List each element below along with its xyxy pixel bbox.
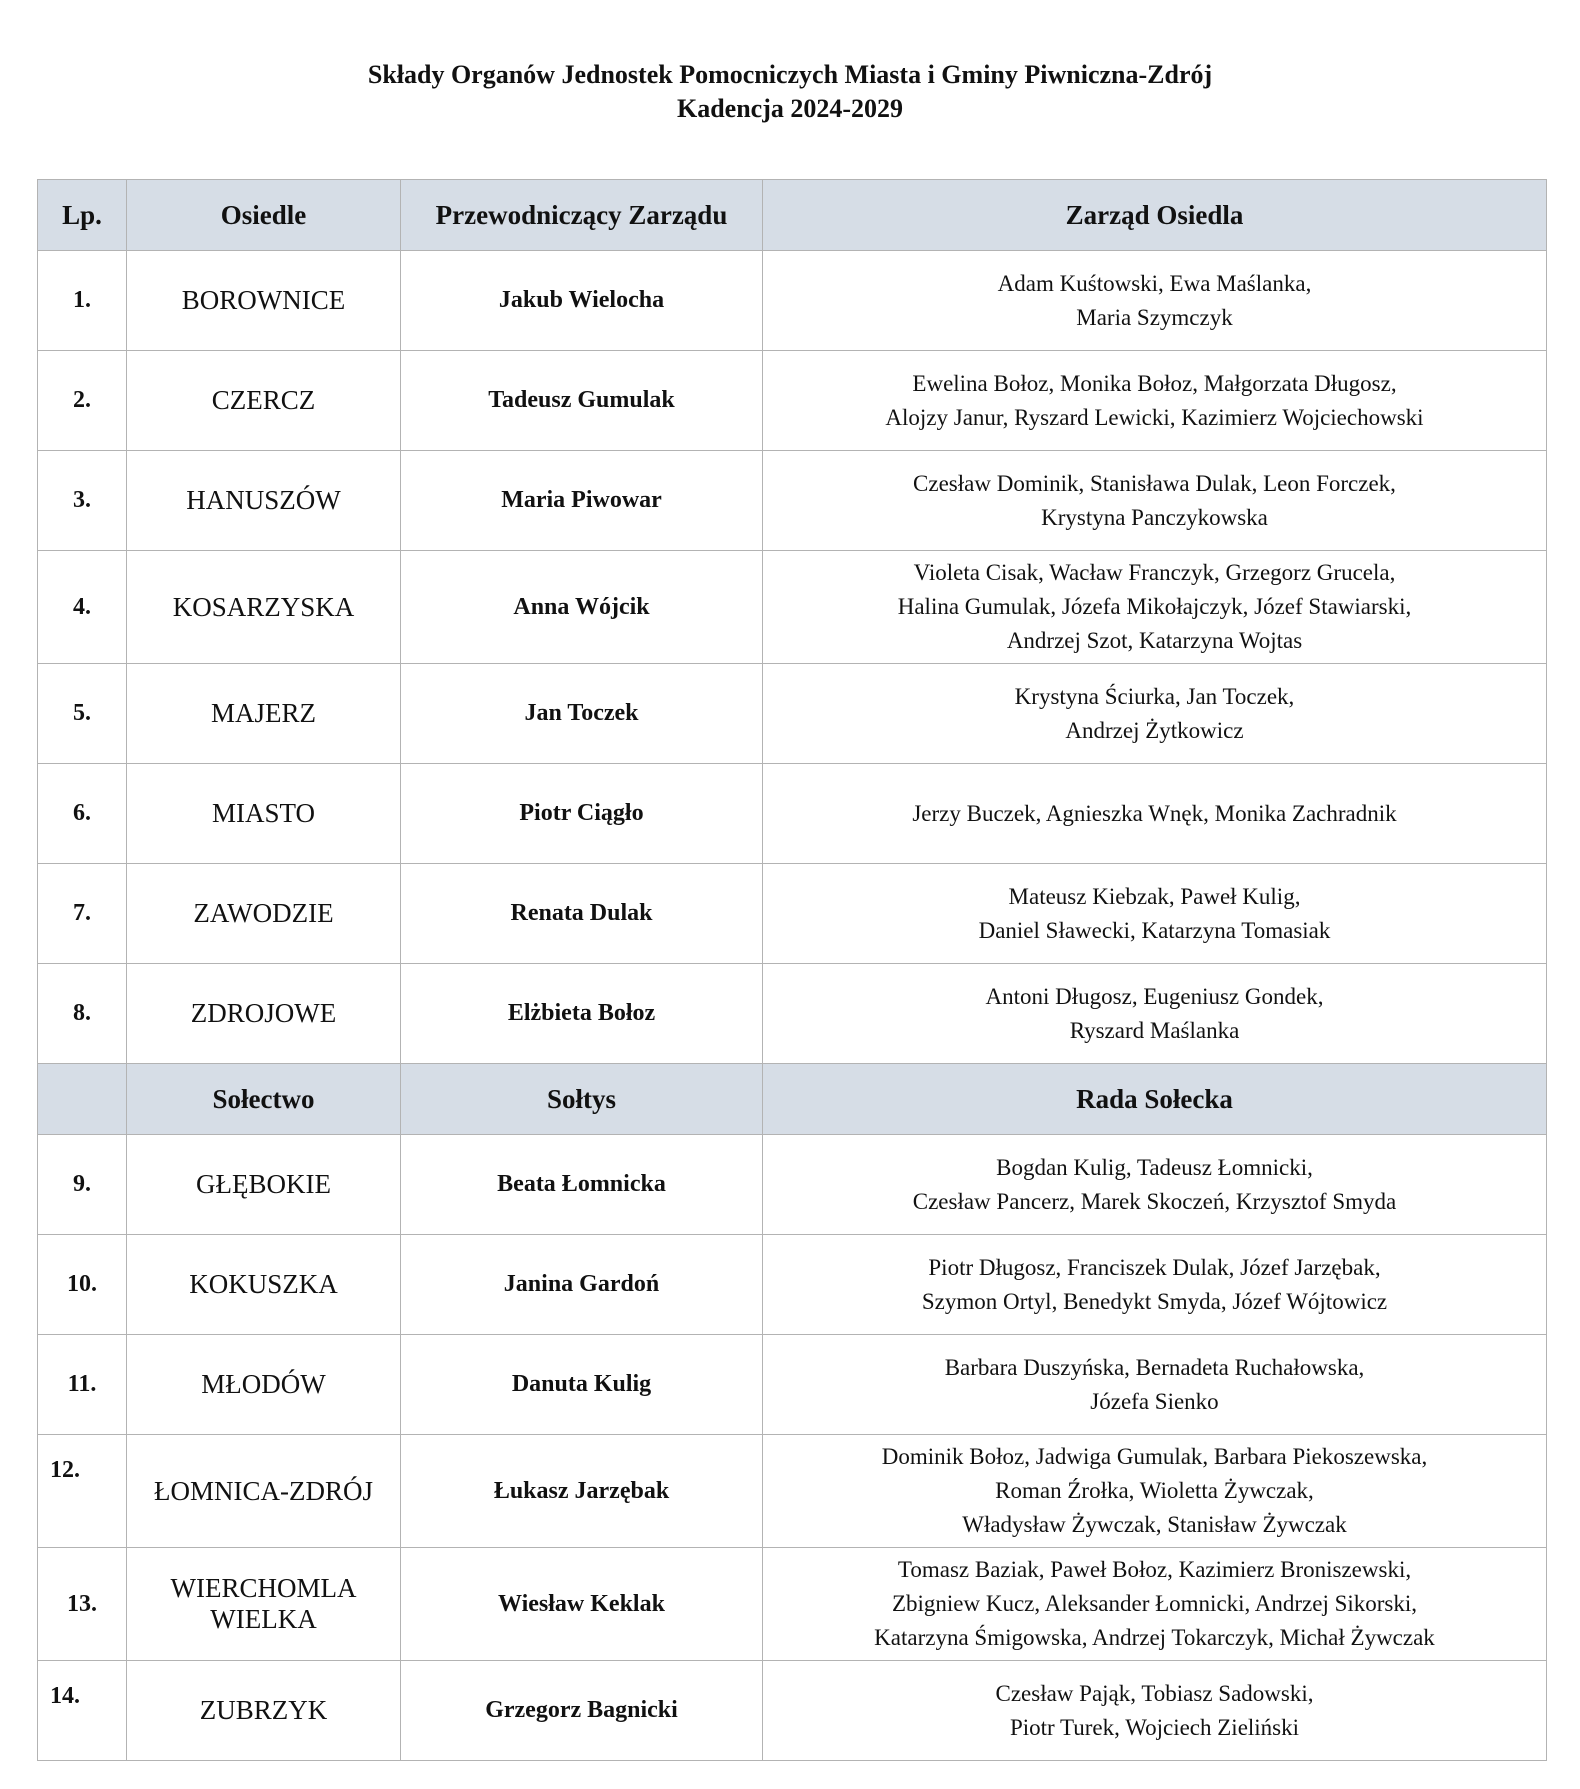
table-row	[38, 664, 1547, 764]
board-line: Roman Źrołka, Wioletta Żywczak,	[995, 1478, 1314, 1503]
chair-name: Beata Łomnicka	[401, 1135, 763, 1235]
table-row	[38, 351, 1547, 451]
unit-name: KOSARZYSKA	[127, 551, 401, 664]
unit-name: MŁODÓW	[127, 1335, 401, 1435]
unit-name: ŁOMNICA-ZDRÓJ	[127, 1435, 401, 1548]
board-line: Violeta Cisak, Wacław Franczyk, Grzegorz Grucela,	[913, 560, 1396, 585]
unit-name: MAJERZ	[127, 664, 401, 764]
board-line: Szymon Ortyl, Benedykt Smyda, Józef Wójtowicz	[921, 1288, 1388, 1314]
board-line: Bogdan Kulig, Tadeusz Łomnicki,	[996, 1154, 1313, 1180]
unit-name-line: WIERCHOMLA	[170, 1573, 357, 1603]
header-chair: Przewodniczący Zarządu	[401, 180, 763, 251]
row-number: 12.	[38, 1435, 127, 1548]
board-members	[763, 1435, 1547, 1548]
table-row	[38, 1661, 1547, 1761]
composition-table	[37, 179, 1547, 1761]
header-lp-empty	[38, 1064, 127, 1135]
row-number: 6.	[38, 764, 127, 864]
header-rada: Rada Sołecka	[763, 1064, 1547, 1135]
unit-name: KOKUSZKA	[127, 1235, 401, 1335]
board-members	[763, 864, 1547, 964]
board-members	[763, 351, 1547, 451]
unit-name-line: WIELKA	[210, 1604, 317, 1634]
unit-name: HANUSZÓW	[127, 451, 401, 551]
board-line: Tomasz Baziak, Paweł Bołoz, Kazimierz Broniszewski,	[897, 1557, 1412, 1582]
unit-name: CZERCZ	[127, 351, 401, 451]
board-line: Krystyna Ściurka, Jan Toczek,	[1014, 683, 1295, 709]
row-number: 1.	[38, 251, 127, 351]
table-row	[38, 964, 1547, 1064]
board-line: Andrzej Żytkowicz	[1065, 717, 1244, 743]
row-number: 8.	[38, 964, 127, 1064]
board-members	[763, 1548, 1547, 1661]
table-row	[38, 1548, 1547, 1661]
unit-name	[127, 1548, 401, 1661]
board-line: Daniel Sławecki, Katarzyna Tomasiak	[978, 917, 1331, 943]
chair-name: Renata Dulak	[401, 864, 763, 964]
row-number: 4.	[38, 551, 127, 664]
row-number: 9.	[38, 1135, 127, 1235]
chair-name: Maria Piwowar	[401, 451, 763, 551]
board-line: Halina Gumulak, Józefa Mikołajczyk, Józef Stawiarski,	[897, 594, 1412, 619]
row-number: 14.	[38, 1661, 127, 1761]
chair-name: Tadeusz Gumulak	[401, 351, 763, 451]
title-line-2: Kadencja 2024-2029	[676, 94, 904, 123]
row-number: 3.	[38, 451, 127, 551]
table-row	[38, 864, 1547, 964]
table-row	[38, 764, 1547, 864]
row-number: 10.	[38, 1235, 127, 1335]
board-members	[763, 1335, 1547, 1435]
title-line-1: Składy Organów Jednostek Pomocniczych Miasta i Gminy Piwniczna-Zdrój	[367, 60, 1213, 89]
board-members	[763, 664, 1547, 764]
header-osiedle: Osiedle	[127, 180, 401, 251]
chair-name: Anna Wójcik	[401, 551, 763, 664]
chair-name: Łukasz Jarzębak	[401, 1435, 763, 1548]
board-line: Józefa Sienko	[1090, 1388, 1219, 1414]
header-solectwo: Sołectwo	[127, 1064, 401, 1135]
unit-name: GŁĘBOKIE	[127, 1135, 401, 1235]
board-line: Mateusz Kiebzak, Paweł Kulig,	[1008, 883, 1301, 909]
board-line: Czesław Pająk, Tobiasz Sadowski,	[995, 1680, 1314, 1706]
board-line: Barbara Duszyńska, Bernadeta Ruchałowska,	[944, 1354, 1365, 1380]
board-line: Czesław Pancerz, Marek Skoczeń, Krzysztof Smyda	[912, 1188, 1397, 1214]
table-row	[38, 551, 1547, 664]
chair-name: Danuta Kulig	[401, 1335, 763, 1435]
unit-name: MIASTO	[127, 764, 401, 864]
board-line: Dominik Bołoz, Jadwiga Gumulak, Barbara Piekoszewska,	[881, 1444, 1428, 1469]
table-row	[38, 1135, 1547, 1235]
board-members	[763, 251, 1547, 351]
row-number: 2.	[38, 351, 127, 451]
header-lp: Lp.	[38, 180, 127, 251]
board-members	[763, 551, 1547, 664]
table-row	[38, 251, 1547, 351]
board-line: Adam Kuśtowski, Ewa Maślanka,	[997, 270, 1312, 296]
board-line: Alojzy Janur, Ryszard Lewicki, Kazimierz Wojciechowski	[885, 404, 1424, 430]
solectwa-header-row	[38, 1064, 1547, 1135]
chair-name: Piotr Ciągło	[401, 764, 763, 864]
board-line: Ewelina Bołoz, Monika Bołoz, Małgorzata Długosz,	[912, 370, 1397, 396]
header-board: Zarząd Osiedla	[763, 180, 1547, 251]
chair-name: Elżbieta Bołoz	[401, 964, 763, 1064]
document-title	[0, 58, 1580, 126]
board-line: Andrzej Szot, Katarzyna Wojtas	[1006, 628, 1303, 653]
unit-name: ZAWODZIE	[127, 864, 401, 964]
board-members	[763, 1661, 1547, 1761]
chair-name: Jakub Wielocha	[401, 251, 763, 351]
table-row	[38, 1335, 1547, 1435]
board-line: Jerzy Buczek, Agnieszka Wnęk, Monika Zachradnik	[912, 800, 1397, 826]
board-line: Czesław Dominik, Stanisława Dulak, Leon Forczek,	[913, 470, 1396, 496]
board-members	[763, 964, 1547, 1064]
row-number: 7.	[38, 864, 127, 964]
chair-name: Wiesław Keklak	[401, 1548, 763, 1661]
table-row	[38, 1435, 1547, 1548]
table-row	[38, 451, 1547, 551]
row-number: 5.	[38, 664, 127, 764]
unit-name: ZDROJOWE	[127, 964, 401, 1064]
row-number: 13.	[38, 1548, 127, 1661]
table-row	[38, 1235, 1547, 1335]
board-members	[763, 1235, 1547, 1335]
board-line: Ryszard Maślanka	[1069, 1017, 1240, 1043]
board-members	[763, 451, 1547, 551]
osiedla-header-row	[38, 180, 1547, 251]
chair-name: Janina Gardoń	[401, 1235, 763, 1335]
unit-name: ZUBRZYK	[127, 1661, 401, 1761]
board-line: Piotr Długosz, Franciszek Dulak, Józef Jarzębak,	[928, 1254, 1381, 1280]
board-members	[763, 764, 1547, 864]
board-line: Piotr Turek, Wojciech Zieliński	[1009, 1714, 1300, 1740]
row-number: 11.	[38, 1335, 127, 1435]
board-line: Zbigniew Kucz, Aleksander Łomnicki, Andrzej Sikorski,	[891, 1591, 1418, 1616]
chair-name: Grzegorz Bagnicki	[401, 1661, 763, 1761]
board-line: Krystyna Panczykowska	[1041, 504, 1268, 530]
board-members	[763, 1135, 1547, 1235]
board-line: Maria Szymczyk	[1076, 304, 1233, 330]
unit-name: BOROWNICE	[127, 251, 401, 351]
chair-name: Jan Toczek	[401, 664, 763, 764]
board-line: Władysław Żywczak, Stanisław Żywczak	[962, 1512, 1347, 1537]
board-line: Antoni Długosz, Eugeniusz Gondek,	[985, 983, 1324, 1009]
board-line: Katarzyna Śmigowska, Andrzej Tokarczyk, Michał Żywczak	[874, 1625, 1435, 1650]
header-soltys: Sołtys	[401, 1064, 763, 1135]
